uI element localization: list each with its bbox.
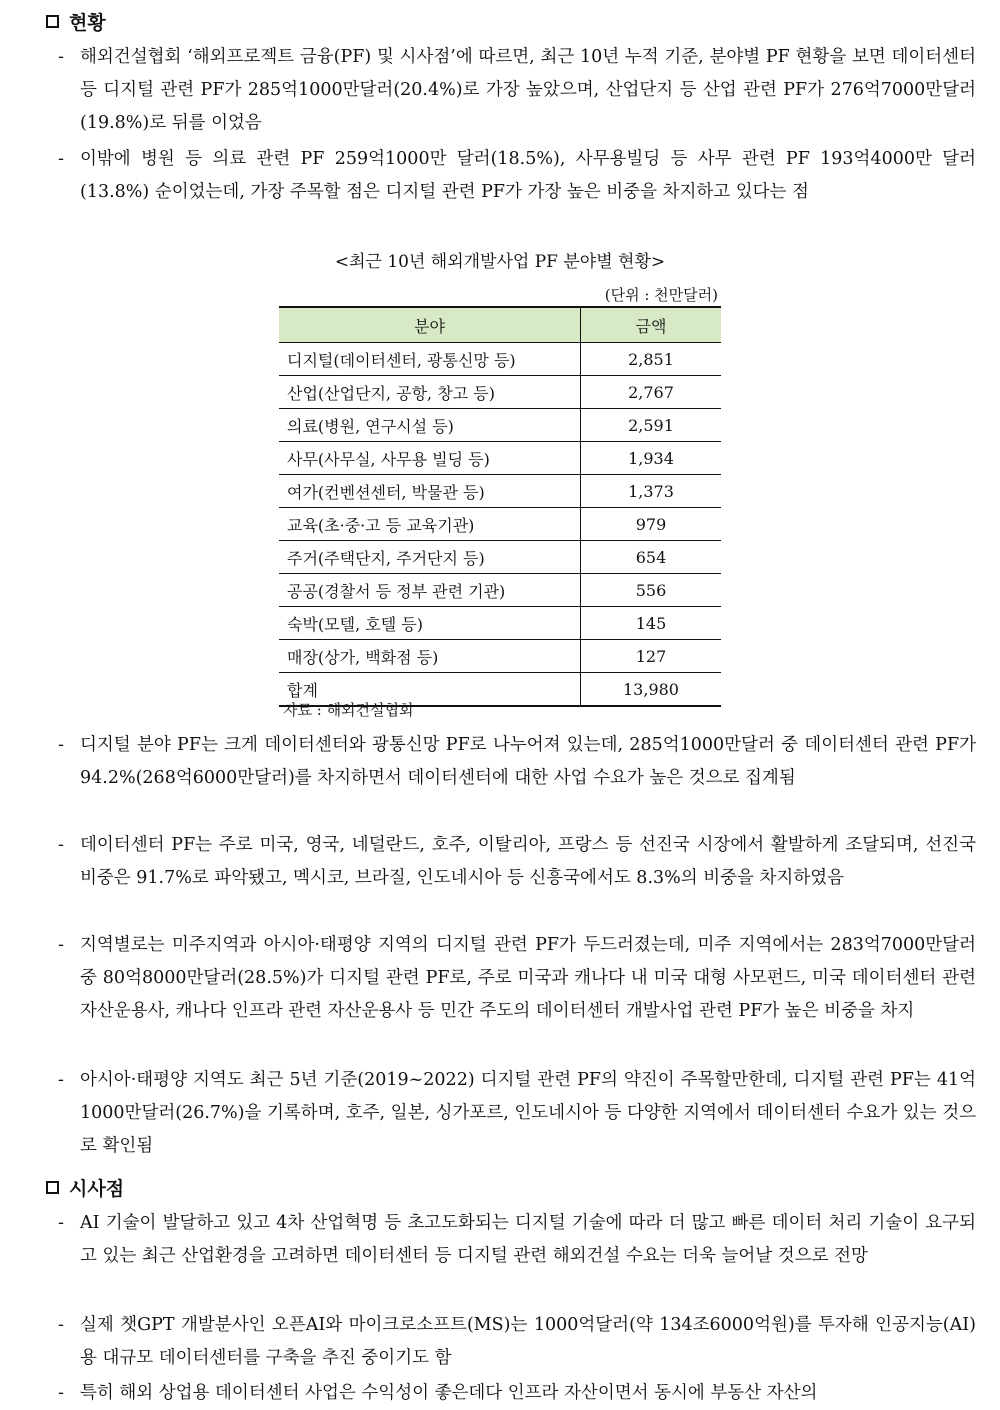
table-row: 사무(사무실, 사무용 빌딩 등) 1,934 — [279, 442, 721, 475]
section-heading-implications — [46, 1174, 124, 1201]
section-title: 시사점 — [69, 1178, 125, 1200]
bullet-item: - 이밖에 병원 등 의료 관련 PF 259억1000만 달러(18.5%), 사무용빌딩 등 사무 관련 PF 193억4000만 달러(13.8%) 순이었는데, 가장 주목할 점은 디지털 관련 PF가 가장 높은 비중을 차지하고 있다는 점 — [58, 143, 976, 209]
bullet-text: 해외건설협회 ‘해외프로젝트 금융(PF) 및 시사점’에 따르면, 최근 10년 누적 기준, 분야별 PF 현황을 보면 데이터센터 등 디지털 관련 PF가 285억1000만달러(20.4%)로 가장 높았으며, 산업단지 등 산업 관련 PF가 276억7000만달러(19.8%)로 뒤를 이었음 — [80, 47, 976, 133]
header-cell-field: 분야 — [279, 307, 581, 343]
checkbox-square-icon — [46, 1181, 59, 1194]
table-header-row — [279, 307, 721, 343]
table-row: 매장(상가, 백화점 등) 127 — [279, 640, 721, 673]
section-heading-status — [46, 8, 106, 35]
table-row: 의료(병원, 연구시설 등) 2,591 — [279, 409, 721, 442]
bullet-item: - 아시아·태평양 지역도 최근 5년 기준(2019~2022) 디지털 관련 PF의 약진이 주목할만한데, 디지털 관련 PF는 41억1000만달러(26.7%)을 기록하며, 호주, 일본, 싱가포르, 인도네시아 등 다양한 지역에서 데이터센터 수요가 있는 것으로 확인됨 — [58, 1064, 976, 1163]
checkbox-square-icon — [46, 15, 59, 28]
table-row: 교육(초·중·고 등 교육기관) 979 — [279, 508, 721, 541]
bullet-text: 데이터센터 PF는 주로 미국, 영국, 네덜란드, 호주, 이탈리아, 프랑스 등 선진국 시장에서 활발하게 조달되며, 선진국 비중은 91.7%로 파악됐고, 멕시코, 브라질, 인도네시아 등 신흥국에서도 8.3%의 비중을 차지하였음 — [80, 835, 976, 888]
bullet-item: - 해외건설협회 ‘해외프로젝트 금융(PF) 및 시사점’에 따르면, 최근 10년 누적 기준, 분야별 PF 현황을 보면 데이터센터 등 디지털 관련 PF가 285억1000만달러(20.4%)로 가장 높았으며, 산업단지 등 산업 관련 PF가 276억7000만달러(19.8%)로 뒤를 이었음 — [58, 41, 976, 140]
bullet-item: - 디지털 분야 PF는 크게 데이터센터와 광통신망 PF로 나누어져 있는데, 285억1000만달러 중 데이터센터 관련 PF가 94.2%(268억6000만달러)를 차지하면서 데이터센터에 대한 사업 수요가 높은 것으로 집계됨 — [58, 729, 976, 795]
section-title: 현황 — [69, 12, 106, 34]
table-row-total: 합계 13,980 — [279, 673, 721, 707]
bullet-item: - 특히 해외 상업용 데이터센터 사업은 수익성이 좋은데다 인프라 자산이면서 동시에 부동산 자산의 — [58, 1377, 976, 1410]
table-row: 공공(경찰서 등 정부 관련 기관) 556 — [279, 574, 721, 607]
bullet-item: - 지역별로는 미주지역과 아시아·태평양 지역의 디지털 관련 PF가 두드러졌는데, 미주 지역에서는 283억7000만달러 중 80억8000만달러(28.5%)가 디지털 관련 PF로, 주로 미국과 캐나다 내 미국 대형 사모펀드, 미국 데이터센터 관련 자산운용사, 캐나다 인프라 관련 자산운용사 등 민간 주도의 데이터센터 개발사업 관련 PF가 높은 비중을 차지 — [58, 929, 976, 1028]
header-cell-amount: 금액 — [581, 307, 722, 343]
pf-table — [279, 306, 721, 707]
bullet-text: 특히 해외 상업용 데이터센터 사업은 수익성이 좋은데다 인프라 자산이면서 동시에 부동산 자산의 — [80, 1383, 818, 1403]
bullet-item: - 데이터센터 PF는 주로 미국, 영국, 네덜란드, 호주, 이탈리아, 프랑스 등 선진국 시장에서 활발하게 조달되며, 선진국 비중은 91.7%로 파악됐고, 멕시코, 브라질, 인도네시아 등 신흥국에서도 8.3%의 비중을 차지하였음 — [58, 829, 976, 895]
bullet-text: 실제 챗GPT 개발분사인 오픈AI와 마이크로소프트(MS)는 1000억달러(약 134조6000억원)를 투자해 인공지능(AI)용 대규모 데이터센터를 구축을 추진 중이기도 함 — [80, 1315, 976, 1368]
bullet-text: 지역별로는 미주지역과 아시아·태평양 지역의 디지털 관련 PF가 두드러졌는데, 미주 지역에서는 283억7000만달러 중 80억8000만달러(28.5%)가 디지털 관련 PF로, 주로 미국과 캐나다 내 미국 대형 사모펀드, 미국 데이터센터 관련 자산운용사, 캐나다 인프라 관련 자산운용사 등 민간 주도의 데이터센터 개발사업 관련 PF가 높은 비중을 차지 — [80, 935, 976, 1021]
table-unit: (단위 : 천만달러) — [604, 286, 718, 304]
bullet-text: 아시아·태평양 지역도 최근 5년 기준(2019~2022) 디지털 관련 PF의 약진이 주목할만한데, 디지털 관련 PF는 41억1000만달러(26.7%)을 기록하며, 호주, 일본, 싱가포르, 인도네시아 등 다양한 지역에서 데이터센터 수요가 있는 것으로 확인됨 — [80, 1070, 976, 1156]
bullet-text: AI 기술이 발달하고 있고 4차 산업혁명 등 초고도화되는 디지털 기술에 따라 더 많고 빠른 데이터 처리 기술이 요구되고 있는 최근 산업환경을 고려하면 데이터센터 등 디지털 관련 해외건설 수요는 더욱 늘어날 것으로 전망 — [80, 1213, 976, 1266]
table-row: 여가(컨벤션센터, 박물관 등) 1,373 — [279, 475, 721, 508]
table-row: 산업(산업단지, 공항, 창고 등) 2,767 — [279, 376, 721, 409]
table-row: 주거(주택단지, 주거단지 등) 654 — [279, 541, 721, 574]
bullet-item: - 실제 챗GPT 개발분사인 오픈AI와 마이크로소프트(MS)는 1000억달러(약 134조6000억원)를 투자해 인공지능(AI)용 대규모 데이터센터를 구축을 추진 중이기도 함 — [58, 1309, 976, 1375]
bullet-text: 이밖에 병원 등 의료 관련 PF 259억1000만 달러(18.5%), 사무용빌딩 등 사무 관련 PF 193억4000만 달러(13.8%) 순이었는데, 가장 주목할 점은 디지털 관련 PF가 가장 높은 비중을 차지하고 있다는 점 — [80, 149, 976, 202]
bullet-text: 디지털 분야 PF는 크게 데이터센터와 광통신망 PF로 나누어져 있는데, 285억1000만달러 중 데이터센터 관련 PF가 94.2%(268억6000만달러)를 차지하면서 데이터센터에 대한 사업 수요가 높은 것으로 집계됨 — [80, 735, 976, 788]
table-caption: <최근 10년 해외개발사업 PF 분야별 현황> — [334, 252, 666, 272]
table-row: 숙박(모텔, 호텔 등) 145 — [279, 607, 721, 640]
table-source: 자료 : 해외건설협회 — [283, 701, 414, 719]
table-row: 디지털(데이터센터, 광통신망 등) 2,851 — [279, 343, 721, 376]
bullet-item: - AI 기술이 발달하고 있고 4차 산업혁명 등 초고도화되는 디지털 기술에 따라 더 많고 빠른 데이터 처리 기술이 요구되고 있는 최근 산업환경을 고려하면 데이터센터 등 디지털 관련 해외건설 수요는 더욱 늘어날 것으로 전망 — [58, 1207, 976, 1273]
